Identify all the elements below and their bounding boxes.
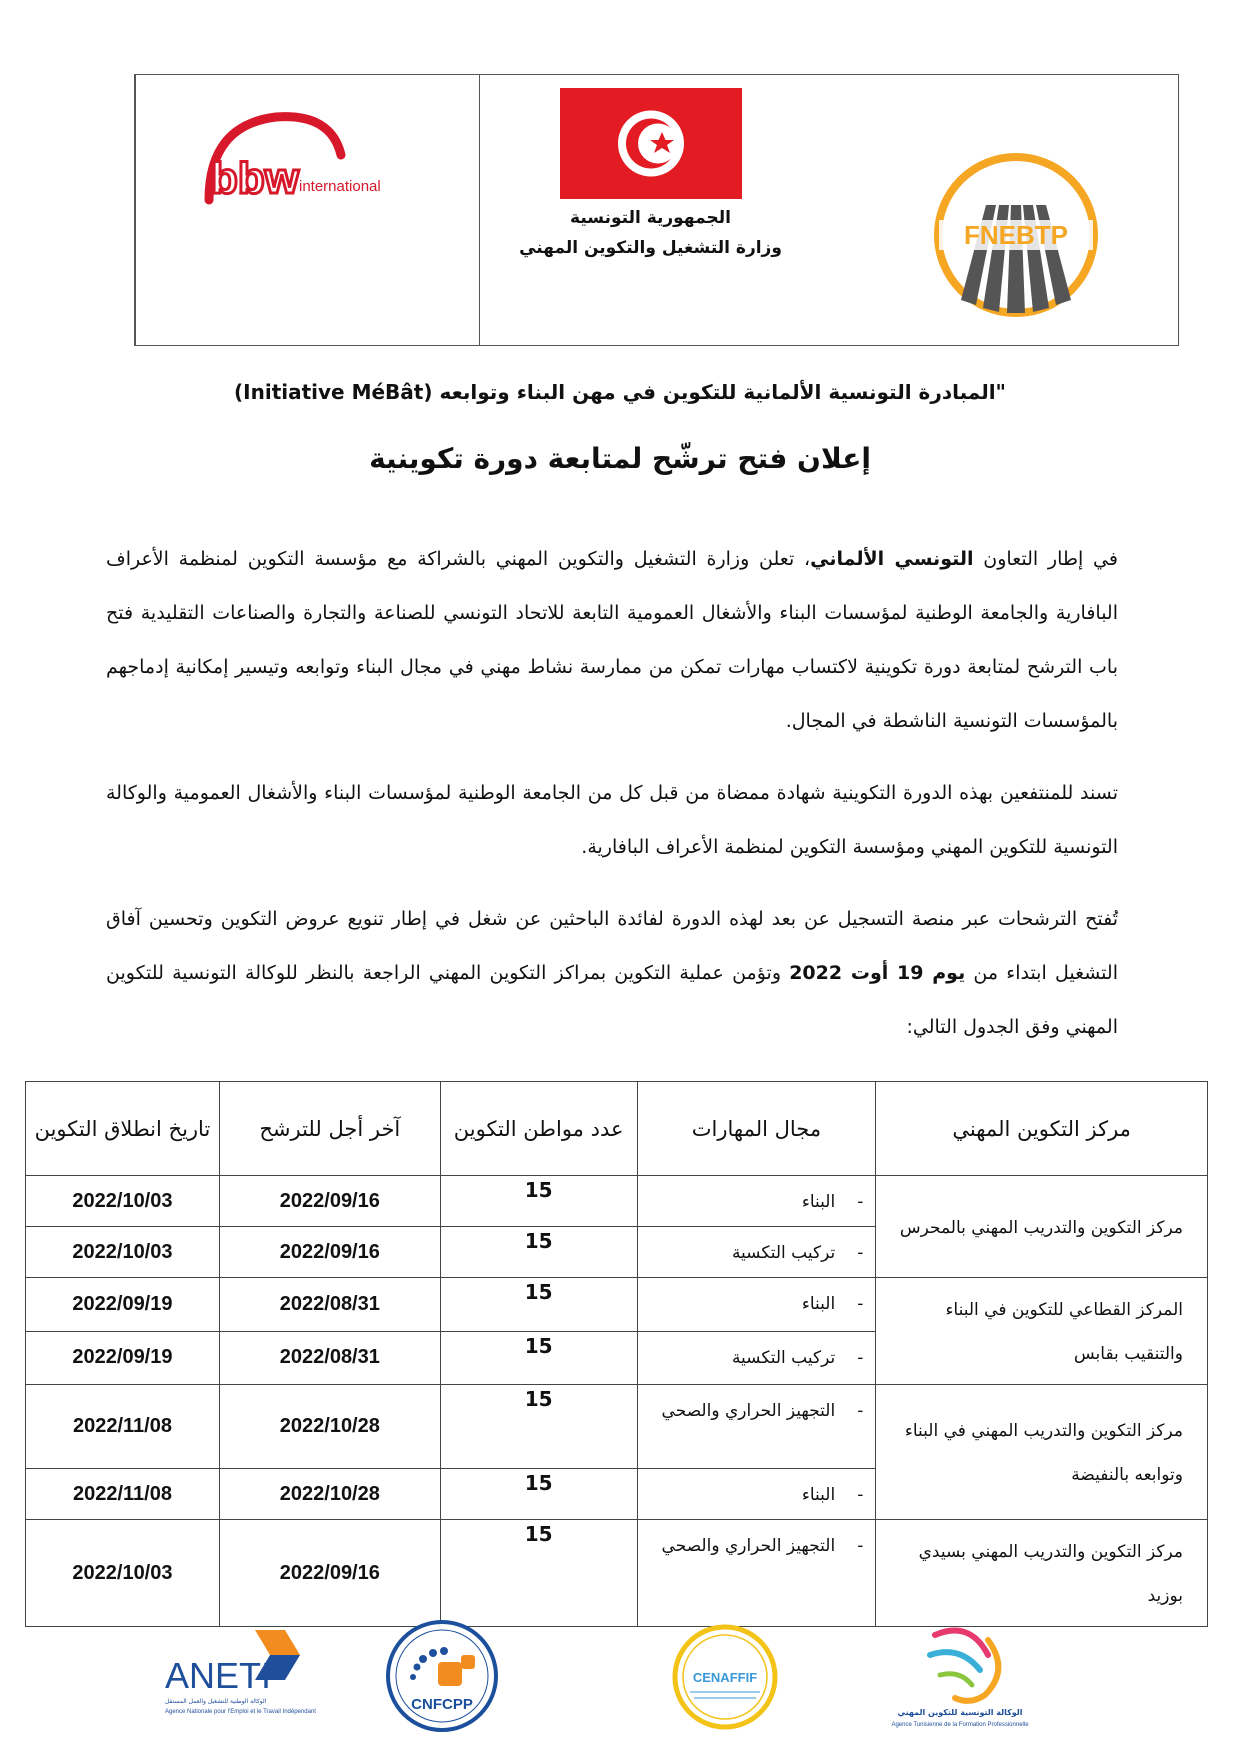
table-row [26,1520,1208,1627]
training-schedule-table [25,1081,1208,1627]
seats-cell: 15 [440,1227,637,1278]
deadline-cell: 2022/09/16 [219,1176,440,1227]
start-cell: 2022/11/08 [26,1385,220,1469]
paragraph-2: تسند للمنتفعين بهذه الدورة التكوينية شهادة ممضاة من قبل كل من الجامعة الوطنية لمؤسسات البناء والأشغال العمومية والوكالة التونسية للتكوين المهني ومؤسسة التكوين لمنظمة الأعراف البافارية. [106,782,1118,858]
ministry-caption [480,203,821,263]
page-title: إعلان فتح ترشّح لمتابعة دورة تكوينية [369,442,871,475]
paragraph-3-part-c: وتؤمن عملية التكوين بمراكز التكوين المهني الراجعة بالنظر للوكالة التونسية للتكوين المهني وفق الجدول التالي: [106,962,1118,1038]
ministry-line-1: الجمهورية التونسية [570,208,731,228]
center-cell: المركز القطاعي للتكوين في البناء والتنقيب بقابس [876,1278,1208,1385]
bbw-international-logo [191,105,401,215]
skill-label: تركيب التكسية [731,1347,836,1368]
tunisia-flag [560,88,742,199]
start-cell: 2022/10/03 [26,1520,220,1627]
fnebtp-logo-cell [821,75,1178,345]
aneti-logo-text: ANETI [165,1655,272,1696]
center-cell: مركز التكوين والتدريب المهني في البناء وتوابعه بالنفيضة [876,1385,1208,1520]
header-seats: عدد مواطن التكوين [440,1082,637,1176]
tunisia-cell [479,75,821,345]
deadline-cell: 2022/08/31 [219,1331,440,1385]
skill-cell [637,1278,876,1332]
cnfcpp-logo [383,1617,501,1735]
flag-emblem-icon [560,88,742,199]
start-cell: 2022/09/19 [26,1331,220,1385]
seats-cell: 15 [440,1520,637,1627]
paragraph-3 [106,892,1118,1054]
header-skills: مجال المهارات [637,1082,876,1176]
atfp-text-fr: Agence Tunisienne de la Formation Professionnelle [891,1722,1029,1728]
bbw-logo-cell [135,75,479,345]
cenaffif-logo [668,1622,783,1732]
aneti-sub-fr: Agence Nationale pour l'Emploi et le Travail Indépendant [165,1709,316,1715]
bullet-dash: - [857,1401,864,1421]
table-row [26,1176,1208,1227]
fnebtp-logo [931,150,1101,320]
seats-cell: 15 [440,1331,637,1385]
header-start: تاريخ انطلاق التكوين [26,1082,220,1176]
header-logo-box [134,74,1179,346]
fnebtp-logo-text: FNEBTP [964,220,1068,250]
atfp-logo [891,1620,1029,1732]
deadline-cell: 2022/08/31 [219,1278,440,1332]
seats-cell: 15 [440,1278,637,1332]
bullet-dash: - [857,1536,864,1556]
skill-label: البناء [801,1192,836,1212]
bullet-dash: - [857,1347,864,1368]
bullet-dash: - [857,1294,864,1314]
cnfcpp-logo-text: CNFCPP [411,1696,473,1713]
skill-label: البناء [801,1485,836,1505]
skill-label: التجهيز الحراري والصحي [661,1401,836,1421]
paragraph-3-bold-date: يوم 19 أوت 2022 [789,962,966,984]
skill-cell [637,1469,876,1520]
seats-cell: 15 [440,1469,637,1520]
start-cell: 2022/10/03 [26,1227,220,1278]
start-cell: 2022/09/19 [26,1278,220,1332]
seats-cell: 15 [440,1385,637,1469]
bbw-logo-text: bbw [211,154,299,203]
deadline-cell: 2022/10/28 [219,1469,440,1520]
paragraph-1 [106,532,1118,748]
bullet-dash: - [857,1192,864,1212]
table-row [26,1278,1208,1332]
bullet-dash: - [857,1485,864,1505]
start-cell: 2022/10/03 [26,1176,220,1227]
paragraph-1-part-c: ، تعلن وزارة التشغيل والتكوين المهني بالشراكة مع مؤسسة التكوين لمنظمة الأعراف البافارية والجامعة الوطنية لمؤسسات البناء والأشغال العمومية التابعة للاتحاد التونسي للصناعة والتجارة والصناعات التقليدية فتح باب الترشح لمتابعة دورة تكوينية لاكتساب مهارات تمكن من ممارسة نشاط مهني في مجال البناء وتوابعه وتيسير إمكانية إدماجهم بالمؤسسات التونسية الناشطة في المجال. [106,548,1118,732]
start-cell: 2022/11/08 [26,1469,220,1520]
table-header-row [26,1082,1208,1176]
header-center: مركز التكوين المهني [876,1082,1208,1176]
header-deadline: آخر أجل للترشح [219,1082,440,1176]
skill-label: تركيب التكسية [731,1243,836,1263]
bbw-logo-sub: international [299,178,381,195]
paragraph-3-part-a: تُفتح الترشحات عبر منصة التسجيل عن بعد لهذه الدورة لفائدة الباحثين عن شغل في إطار تنويع عروض التكوين وتحسين آفاق التشغيل ابتداء من [106,908,1118,984]
aneti-sub-ar: الوكالة الوطنية للتشغيل والعمل المستقل [165,1698,267,1705]
skill-label: التجهيز الحراري والصحي [661,1536,836,1556]
ministry-line-2: وزارة التشغيل والتكوين المهني [519,238,782,258]
center-cell: مركز التكوين والتدريب المهني بسيدي بوزيد [876,1520,1208,1627]
skill-cell [637,1331,876,1385]
paragraph-1-part-a: في إطار التعاون [973,548,1118,570]
initiative-heading: "المبادرة التونسية الألمانية للتكوين في مهن البناء وتوابعه (Initiative MéBât) [234,380,1006,404]
deadline-cell: 2022/10/28 [219,1385,440,1469]
seats-cell: 15 [440,1176,637,1227]
paragraph-1-bold: التونسي الألماني [810,548,974,570]
skill-cell [637,1520,876,1627]
aneti-logo [160,1625,316,1725]
cenaffif-logo-text: CENAFFIF [692,1670,758,1685]
center-cell: مركز التكوين والتدريب المهني بالمحرس [876,1176,1208,1278]
skill-cell [637,1176,876,1227]
deadline-cell: 2022/09/16 [219,1227,440,1278]
table-row [26,1385,1208,1469]
skill-label: البناء [801,1294,836,1314]
deadline-cell: 2022/09/16 [219,1520,440,1627]
skill-cell [637,1227,876,1278]
bullet-dash: - [857,1243,864,1263]
skill-cell [637,1385,876,1469]
atfp-text-ar: الوكالة التونسية للتكوين المهني [897,1708,1023,1717]
